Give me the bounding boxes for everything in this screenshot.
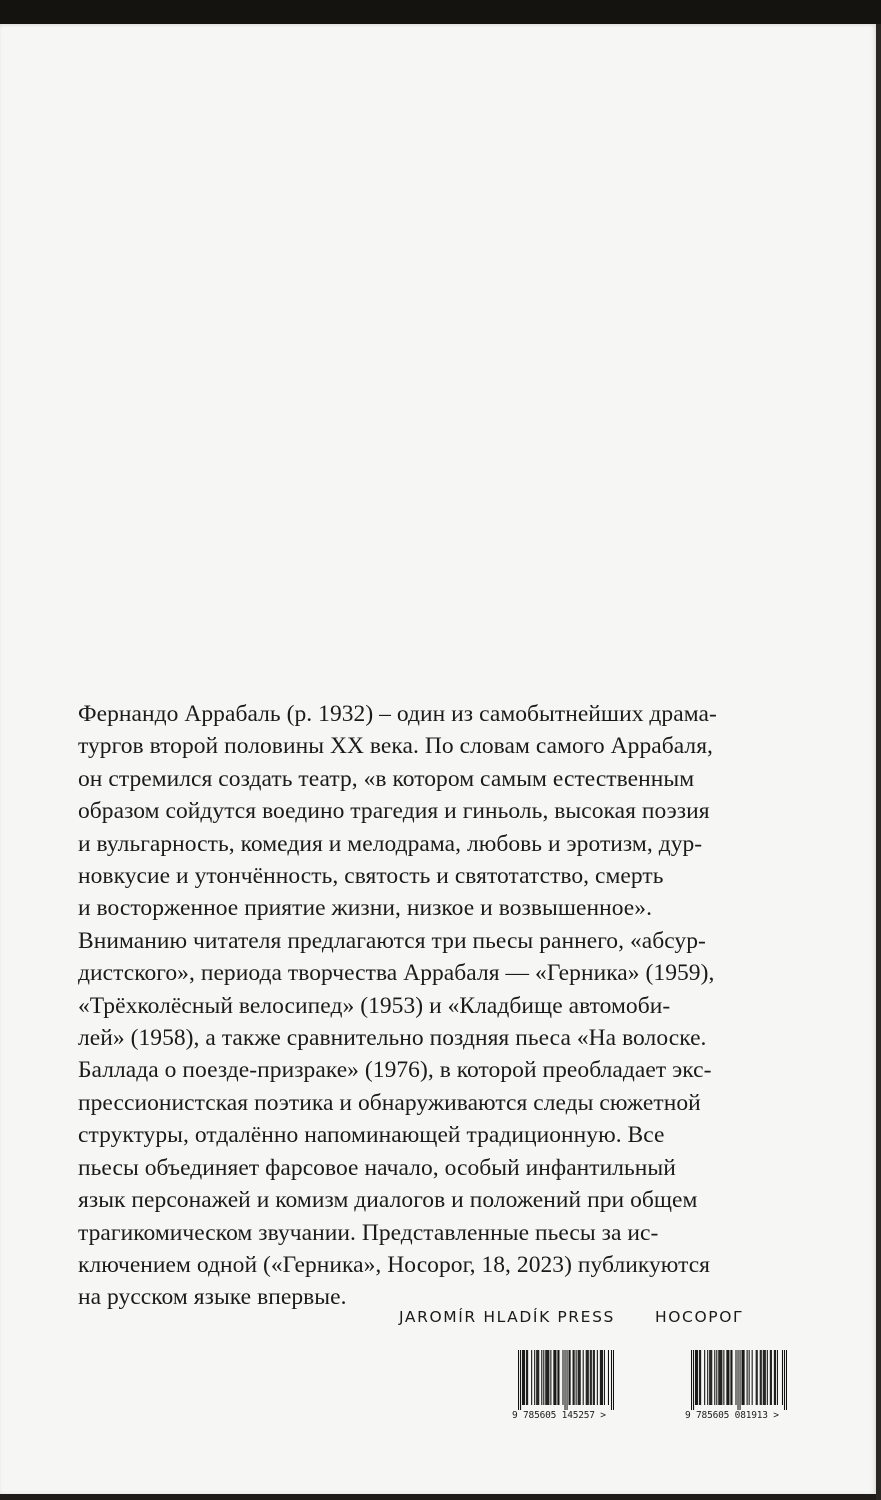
barcode-right-bar [726, 1350, 727, 1405]
barcode-left-bar [593, 1350, 594, 1405]
publisher-jaromir-hladik-press: JAROMÍR HLADÍK PRESS [399, 1308, 615, 1326]
barcode-left-bar [579, 1350, 580, 1405]
barcode-right-bar [756, 1350, 757, 1405]
barcode-right-bar [735, 1350, 736, 1405]
barcode-right-bar [775, 1350, 776, 1405]
barcode-right-bar [710, 1350, 711, 1405]
blurb-line: язык персонажей и комизм диалогов и положений при общем [78, 1187, 698, 1214]
barcode-left-bar [567, 1350, 568, 1410]
top-edge [0, 0, 881, 24]
barcode-left-bar [557, 1350, 558, 1405]
blurb-line: ключением одной («Герника», Носорог, 18, 2023) публикуются [78, 1251, 711, 1278]
barcode-left-bar [600, 1350, 601, 1405]
barcode-right-bar [731, 1350, 732, 1405]
barcode-left-bar [574, 1350, 575, 1405]
blurb-line: образом сойдутся воедино трагедия и гиньоль, высокая поэзия [78, 798, 710, 825]
barcode-right-bar [721, 1350, 722, 1405]
back-cover [0, 24, 876, 1494]
barcode-left-bar [531, 1350, 532, 1405]
isbn-right: 9 785605 081913 > [685, 1410, 779, 1421]
barcode-right-bar [716, 1350, 717, 1405]
barcode-left-bar [564, 1350, 565, 1410]
barcode-right-bar [693, 1350, 694, 1410]
blurb-line: структуры, отдалённо напоминающей традиционную. Все [78, 1122, 665, 1149]
barcode-left-bar [558, 1350, 559, 1405]
barcode-right-bar [767, 1350, 768, 1405]
barcode-left-bar [534, 1350, 535, 1405]
barcode-right-bar [696, 1350, 697, 1405]
blurb-line: Вниманию читателя предлагаются три пьесы раннего, «абсур- [78, 927, 706, 954]
barcode-bars-right-icon [691, 1350, 787, 1410]
barcode-right-bar [770, 1350, 771, 1405]
barcode-right-bar [711, 1350, 712, 1405]
barcode-right-bar [699, 1350, 700, 1405]
barcode-right-bar [761, 1350, 762, 1405]
barcode-left-bar [537, 1350, 538, 1405]
barcode-left-bar [601, 1350, 602, 1405]
barcode-right-bar [730, 1350, 731, 1405]
blurb-line: «Трёхколёсный велосипед» (1953) и «Кладбище автомоби- [78, 992, 671, 1019]
blurb-line: пьесы объединяет фарсовое начало, особый инфантильный [78, 1154, 676, 1181]
blurb-line: и вульгарность, комедия и мелодрама, любовь и эротизм, дур- [78, 830, 703, 857]
barcode-left-bar [604, 1350, 605, 1405]
barcode-right-bar [782, 1350, 783, 1405]
barcode-right-bar [786, 1350, 787, 1410]
publisher-row [0, 1308, 876, 1332]
right-edge [876, 24, 881, 1500]
barcode-right-bar [691, 1350, 692, 1410]
barcode-left [512, 1350, 620, 1430]
barcode-left-bar [578, 1350, 579, 1405]
barcode-left-bar [524, 1350, 525, 1405]
barcode-left-bar [573, 1350, 574, 1405]
barcode-right-bar [764, 1350, 765, 1405]
barcode-left-bar [547, 1350, 548, 1405]
barcode-left-bar [613, 1350, 614, 1410]
barcode-left-bar [570, 1350, 571, 1405]
barcode-right-bar [744, 1350, 745, 1405]
barcode-right-bar [714, 1350, 715, 1405]
barcode-left-bar [553, 1350, 554, 1405]
barcode-left-bar [611, 1350, 612, 1410]
blurb-line: и восторженное приятие жизни, низкое и возвышенное». [78, 895, 653, 922]
barcode-left-bar [538, 1350, 539, 1405]
barcode-right-bar [695, 1350, 696, 1405]
barcode-left-bar [548, 1350, 549, 1405]
barcode-left-bar [526, 1350, 527, 1405]
barcode-left-bar [536, 1350, 537, 1405]
blurb-line: лей» (1958), а также сравнительно поздняя пьеса «На волоске. [78, 1025, 707, 1052]
barcode-left-bar [591, 1350, 592, 1405]
barcode-left-bar [523, 1350, 524, 1405]
blurb-line: он стремился создать театр, «в котором самым естественным [78, 765, 695, 792]
barcode-left-bar [527, 1350, 528, 1405]
barcode-left-bar [586, 1350, 587, 1405]
blurb-line: дистского», периода творчества Аррабаля — «Герника» (1959), [78, 960, 715, 987]
barcode-right-bar [697, 1350, 698, 1405]
barcode-left-bar [594, 1350, 595, 1405]
barcode-left-bar [550, 1350, 551, 1405]
barcode-right-bar [727, 1350, 728, 1405]
barcode-left-bar [576, 1350, 577, 1405]
barcode-right-bar [777, 1350, 778, 1405]
barcode-left-bar [546, 1350, 547, 1405]
barcode-right-bar [765, 1350, 766, 1405]
barcode-right-bar [743, 1350, 744, 1405]
barcode-left-bar [554, 1350, 555, 1405]
barcode-left-bar [522, 1350, 523, 1405]
barcode-right-bar [700, 1350, 701, 1405]
barcode-right-bar [760, 1350, 761, 1405]
barcode-left-bar [518, 1350, 519, 1410]
blurb-line: на русском языке впервые. [78, 1284, 347, 1311]
barcode-right-bar [757, 1350, 758, 1405]
barcode-right-bar [752, 1350, 753, 1405]
barcode-right-bar [719, 1350, 720, 1405]
blurb-line: новкусие и утончённость, святость и святотатство, смерть [78, 863, 664, 890]
barcode-left-bar [587, 1350, 588, 1405]
blurb-text [78, 698, 798, 1314]
barcode-right-bar [784, 1350, 785, 1410]
blurb-line: трагикомическом звучании. Представленные пьесы за ис- [78, 1219, 659, 1246]
barcode-left-bar [541, 1350, 542, 1405]
barcode-left-bar [543, 1350, 544, 1405]
barcode-left-bar [562, 1350, 563, 1405]
barcode-right-bar [709, 1350, 710, 1405]
barcode-left-bar [545, 1350, 546, 1405]
barcode-right-bar [704, 1350, 705, 1405]
barcode-left-bar [602, 1350, 603, 1405]
blurb-line: тургов второй половины XX века. По словам самого Аррабаля, [78, 733, 713, 760]
barcode-left-bar [569, 1350, 570, 1405]
barcode-left-bar [583, 1350, 584, 1405]
barcode-right-bar [740, 1350, 741, 1410]
publisher-nosorog: НОСОРОГ [655, 1308, 745, 1326]
blurb-line: Фернандо Аррабаль (р. 1932) – один из самобытнейших драма- [78, 701, 717, 727]
barcode-right-bar [771, 1350, 772, 1405]
blurb-line: прессионистская поэтика и обнаруживаются следы сюжетной [78, 1089, 701, 1116]
barcode-bars-left-icon [518, 1350, 614, 1410]
barcode-right [685, 1350, 793, 1430]
barcode-right-bar [747, 1350, 748, 1405]
barcode-right-bar [737, 1350, 738, 1410]
blurb-line: Баллада о поезде-призраке» (1976), в которой преобладает экс- [78, 1057, 712, 1084]
barcode-left-bar [588, 1350, 589, 1405]
barcode-right-bar [723, 1350, 724, 1405]
barcode-right-bar [742, 1350, 743, 1405]
barcode-right-bar [707, 1350, 708, 1405]
barcode-left-bar [597, 1350, 598, 1405]
barcode-right-bar [718, 1350, 719, 1405]
barcode-right-bar [728, 1350, 729, 1405]
barcode-right-bar [749, 1350, 750, 1405]
barcode-left-bar [520, 1350, 521, 1410]
barcode-left-bar [555, 1350, 556, 1405]
barcode-right-bar [763, 1350, 764, 1405]
isbn-left: 9 785605 145257 > [512, 1410, 606, 1421]
barcode-left-bar [590, 1350, 591, 1405]
barcode-left-bar [608, 1350, 609, 1405]
barcode-right-bar [774, 1350, 775, 1405]
barcode-left-bar [580, 1350, 581, 1405]
barcode-right-bar [720, 1350, 721, 1405]
